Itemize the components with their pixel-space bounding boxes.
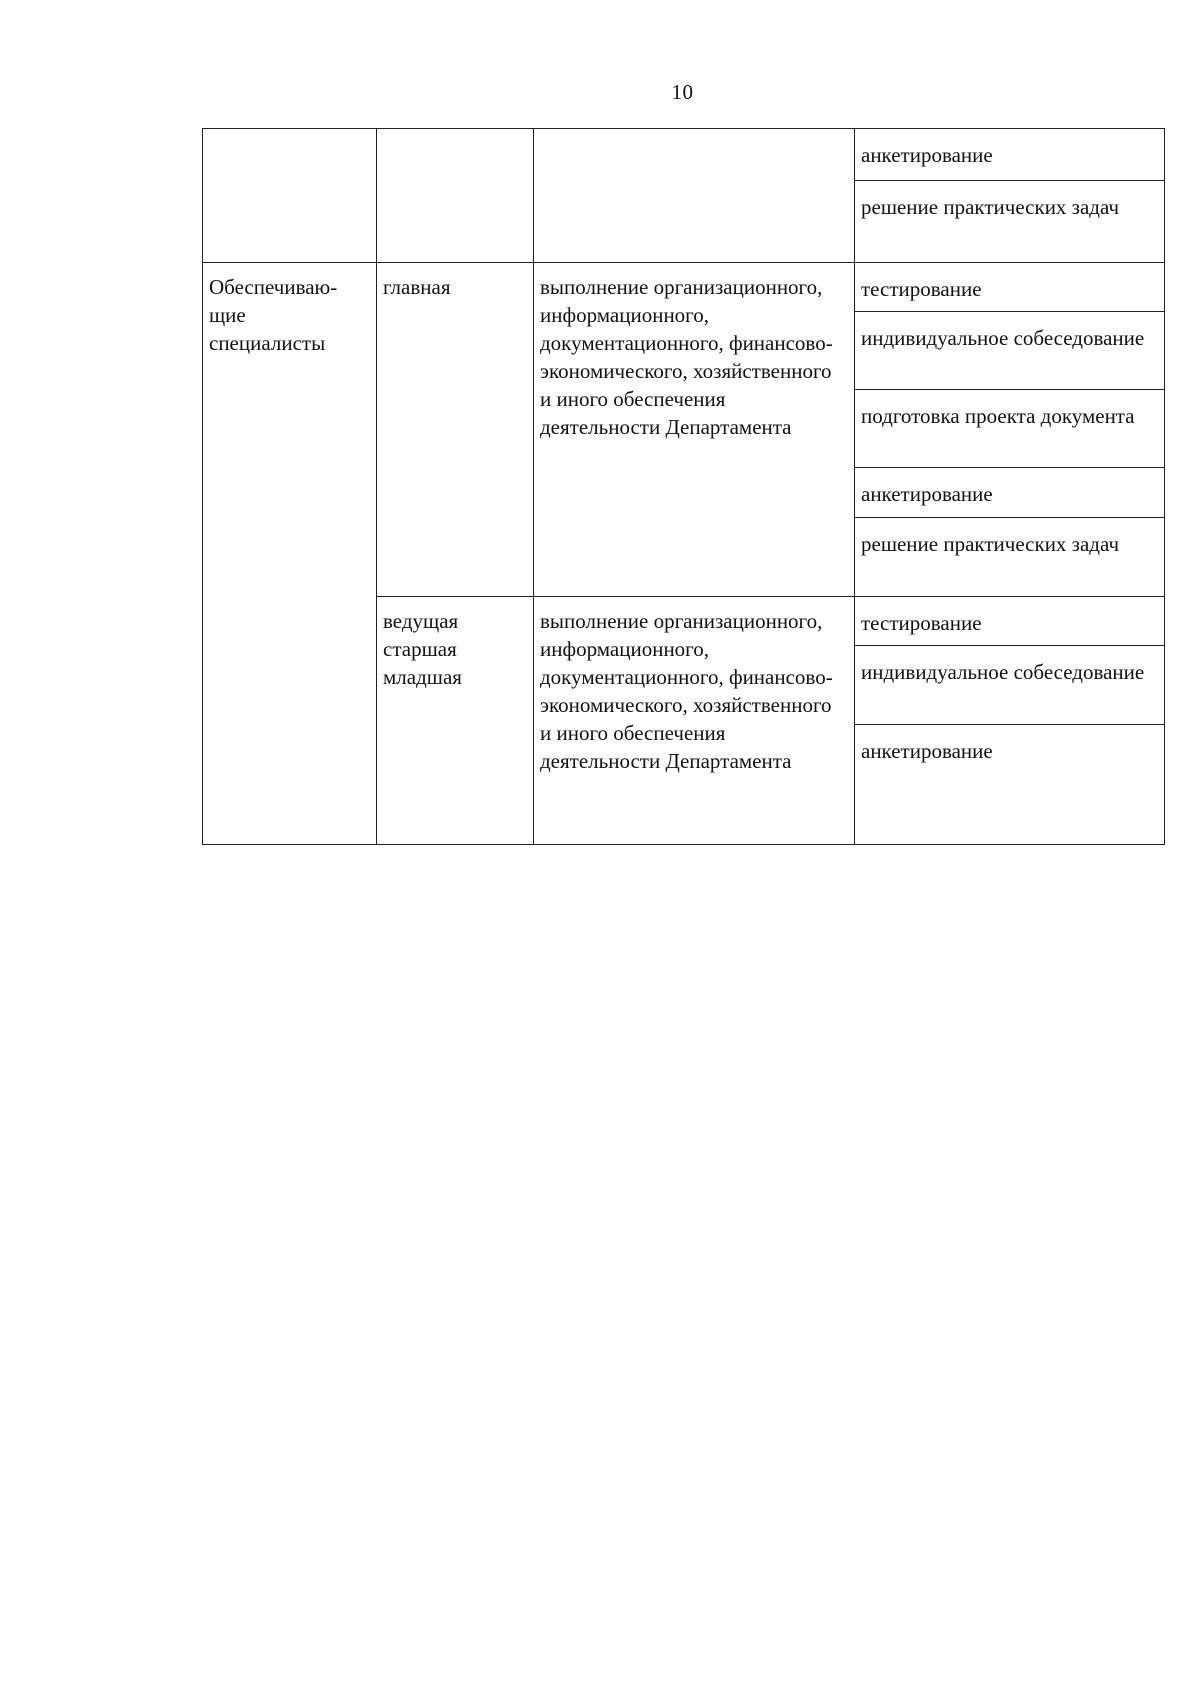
- group-cell: [377, 129, 534, 263]
- method-cell: тестирование: [855, 263, 1165, 312]
- method-cell: анкетирование: [855, 725, 1165, 845]
- duties-cell: [534, 129, 855, 263]
- duties-cell: выполнение организационного, информационного, документационного, финансово-экономического, хозяйственного и иного обеспечения деятельности Департамента: [534, 263, 855, 597]
- category-cell: [203, 129, 377, 263]
- method-cell: решение практических задач: [855, 518, 1165, 597]
- method-cell: подготовка проекта документа: [855, 390, 1165, 468]
- table-row: [203, 129, 1165, 181]
- page-number: 10: [671, 80, 694, 104]
- method-cell: анкетирование: [855, 129, 1165, 181]
- table-row: [203, 263, 1165, 312]
- duties-cell: выполнение организационного, информационного, документационного, финансово-экономического, хозяйственного и иного обеспечения деятельности Департамента: [534, 597, 855, 845]
- method-cell: индивидуальное собеседование: [855, 312, 1165, 390]
- method-cell: решение практических задач: [855, 181, 1165, 263]
- method-cell: индивидуальное собеседование: [855, 646, 1165, 725]
- group-cell: главная: [377, 263, 534, 597]
- group-cell: ведущая старшая младшая: [377, 597, 534, 845]
- qualification-table: [202, 128, 1165, 845]
- method-cell: тестирование: [855, 597, 1165, 646]
- method-cell: анкетирование: [855, 468, 1165, 518]
- category-cell: Обеспечиваю- щие специалисты: [203, 263, 377, 845]
